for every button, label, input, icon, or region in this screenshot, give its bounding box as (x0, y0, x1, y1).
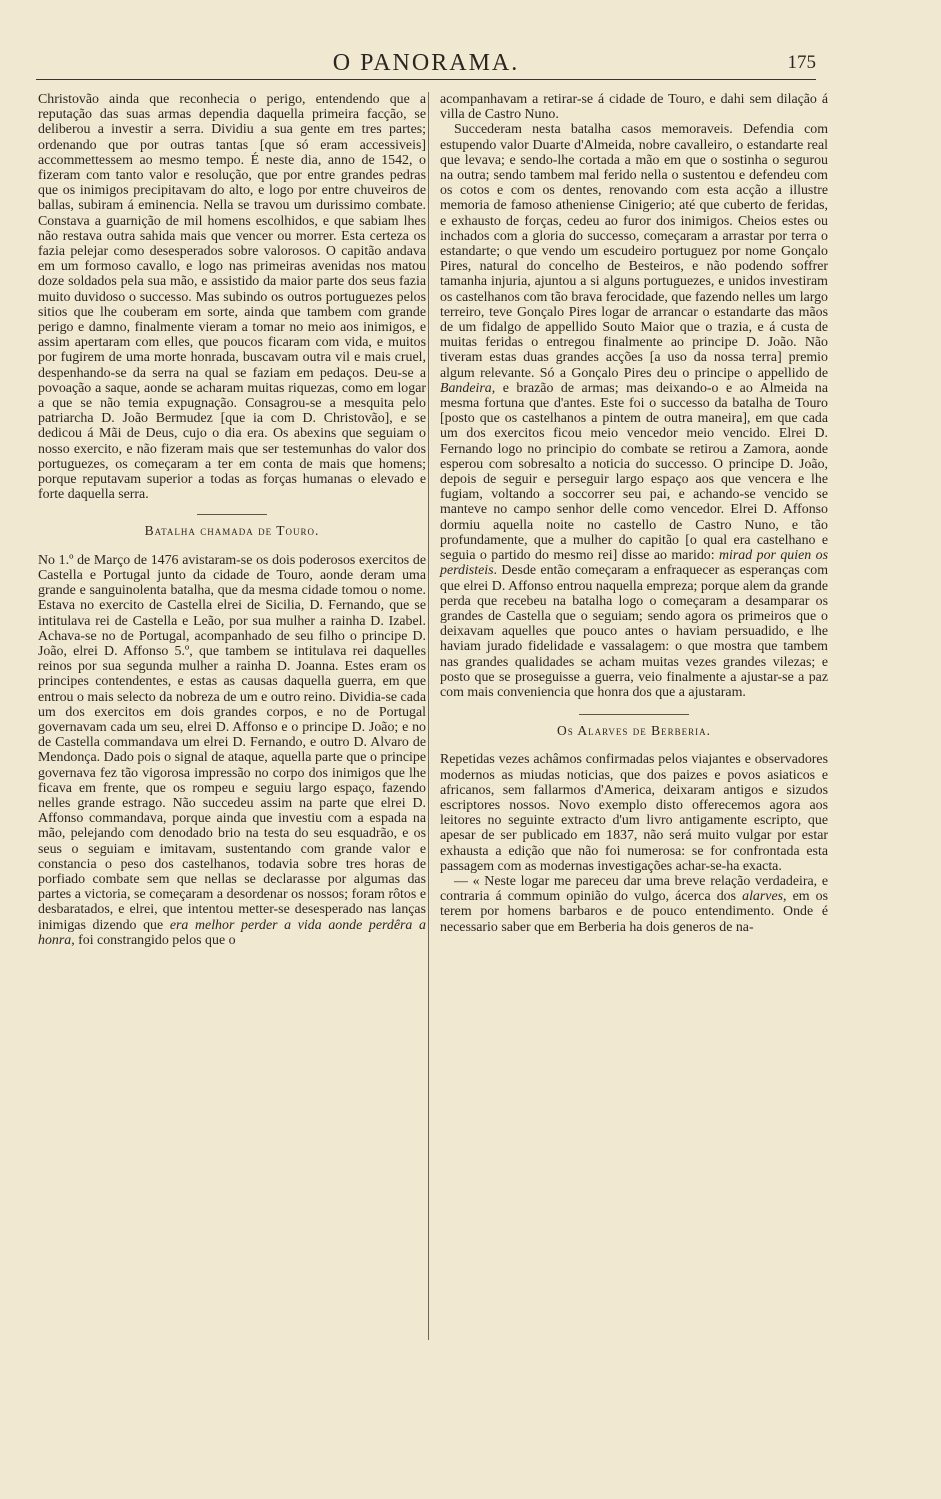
section-title: Batalha chamada de Touro. (144, 523, 320, 539)
masthead-rule (36, 79, 816, 80)
text-run: . Desde então começaram a enfraquecer as esperanças com que elrei D. Affonso entrou naquella empreza; porque alem da grande perda que recebeu na batalha logo o começaram a desamparar os grandes de Castella que o seguiam; sendo agora os primeiros que o deixavam aquelles que pouco antes o haviam persuadido, e lhe haviam jurado fidelidade e vassalagem: o que mostra que tambem nas grandes qualidades se acham muitas vezes grandes vilezas; e posto que se proseguisse a guerra, veio finalmente a ajustar-se a paz com mais conveniencia que honra dos que a ajustaram. (440, 563, 828, 700)
text-run: Succederam nesta batalha casos memoraveis. Defendia com estupendo valor Duarte d'Almeida, nobre cavalleiro, o estandarte real que levava; e sendo-lhe cortada a mão em que o sostinha o segurou na outra; sendo tambem mal ferido nella o sustentou e defendeu com os cotos e com os dentes, renovando com esta acção a illustre memoria de famoso atheniense Cinigerio; até que cuberto de feridas, e exhausto de forças, cedeu ao furor dos inimigos. Cheios estes ou inchados com a gloria do successo, começaram a arrastar por terra o estandarte; o que vendo um escudeiro portuguez por nome Gonçalo Pires, natural do concelho de Besteiros, e não podendo soffrer tamanha injuria, ajuntou a si alguns portuguezes, e unidos investiram os castelhanos com tão brava ferocidade, que fazendo nelles um largo terreiro, teve Gonçalo Pires logar de arrancar o estandarte das mãos de um fidalgo de appellido Souto Maior que o trazia, e á custa de muitas feridas o entregou finalmente ao principe D. João. Não tiveram estas duas grandes acções [a uso da nossa terra] premio algum relevante. Só a Gonçalo Pires deu o principe o appellido de (440, 122, 828, 381)
right-column (440, 92, 828, 935)
page-number: 175 (787, 52, 816, 73)
paragraph (440, 122, 828, 700)
italic-text: alarves (742, 889, 784, 905)
italic-text: Bandeira (440, 380, 492, 396)
paragraph: Repetidas vezes achâmos confirmadas pelos viajantes e observadores modernos as miudas noticias, que dos paizes e povos asiaticos e africanos, sem fallarmos d'America, deixaram antigos e sizudos escriptores nossos. Novo exemplo disto offerecemos agora aos leitores no seguinte extracto d'um livro antigamente escripto, que apesar de ser publicado em 1837, não será muito vulgar por estar exhausta a edição que não foi numerosa: se for confrontada esta passagem com as modernas investigações achar-se-ha exacta. (440, 752, 828, 874)
text-run: No 1.º de Março de 1476 avistaram-se os dois poderosos exercitos de Castella e Portugal junto da cidade de Touro, aonde deram uma grande e sanguinolenta batalha, que da mesma cidade tomou o nome. Estava no exercito de Castella elrei de Sicilia, D. Fernando, que se intitulava rei de Castella e Leão, por sua mulher a rainha D. Izabel. Achava-se no de Portugal, acompanhado de seu filho o principe D. João, elrei D. Affonso 5.º, que tambem se intitulava rei daquelles reinos por sua segunda mulher a rainha D. Joanna. Estes eram os principes contendentes, e estas as causas daquella guerra, em que entrou o mais selecto da nobreza de um e outro reino. Dividia-se cada um dos exercitos em dois grandes corpos, e no de Portugal governavam cada um seu, elrei D. Affonso e o principe D. João; e no de Castella commandava um elrei D. Fernando, e outro D. Alvaro de Mendonça. Dado pois o signal de ataque, aquella parte que o principe governava fez tão vigorosa impressão no corpo dos inimigos que lhe ficava em frente, que os rompeu e seguiu largo espaço, fazendo nelles grande estrago. Não succedeu assim na parte que elrei D. Affonso commandava, porque ainda que investiu com a espada na mão, pelejando com denodado brio na testa do seu esquadrão, e os seus o seguiam e imitavam, sustentando com grande valor e constancia o peso dos castelhanos, todavia sobre tres horas de porfiado combate sem que nellas se declarasse por algumas das partes a victoria, se começaram a desordenar os nossos; foram rôtos e desbaratados, e elrei, que intentou metter-se desesperado nas lanças inimigas dizendo que (38, 552, 426, 933)
masthead (36, 44, 816, 80)
section-divider (579, 714, 689, 715)
text-run: , foi constrangido pelos que o (71, 932, 236, 948)
text-run: , e brazão de armas; mas deixando-o e ao Almeida na mesma fortuna que d'antes. Este foi o successo da batalha de Touro [posto que os castelhanos a pintem de outra maneira], em que cada um dos exercitos ficou meio vencedor meio vencido. Elrei D. Fernando logo no principio do combate se retirou a Zamora, aonde esperou com sobresalto a noticia do successo. O principe D. João, depois de seguir e perseguir largo espaço aos que vencera e lhe fugiam, voltando a soccorrer seu pai, e achando-se vencido se manteve no campo senhor delle como vencedor. Elrei D. Affonso dormiu aquella noite no castello de Castro Nuno, e tão profundamente, que a mulher do capitão [o qual era castelhano e seguia o partido do mesmo rei] disse ao marido: (440, 380, 828, 564)
left-column (38, 92, 426, 948)
paragraph (38, 553, 426, 948)
italic-text: mirad por quien os perdisteis (440, 548, 828, 579)
paragraph (440, 874, 828, 935)
paragraph: Christovão ainda que reconhecia o perigo, entendendo que a reputação das suas armas dependia daquella primeira facção, se deliberou a investir a serra. Dividiu a sua gente em tres partes; ordenando que por outras tantas [que só eram accessiveis] accommettessem ao mesmo tempo. É neste dia, anno de 1542, o fizeram com tanto valor e resolução, que por entre grandes pedras que os inimigos precipitavam do alto, e logo por entre chuveiros de ballas, subiram á eminencia. Nella se travou um durissimo combate. Constava a guarnição de mil homens escolhidos, e que sabiam lhes não restava outra sahida mais que vencer ou morrer. Esta certeza os fazia pelejar como desesperados sobre valorosos. O capitão andava em um formoso cavallo, e logo nas primeiras avenidas nos matou doze soldados pela sua mão, e assistido da maior parte dos seus fazia muito duvidoso o successo. Mas subindo os outros portuguezes pelos sitios que lhe couberam em sorte, ainda que tambem com grande perigo e damno, finalmente vieram a tomar no meio aos inimigos, e assim apertaram com elles, que poucos ficaram com vida, e muitos por fugirem de uma morte honrada, buscavam outra vil e mais cruel, despenhando-se da serra na qual se faziam em pedaços. Deu-se a povoação a saque, aonde se acharam muitas riquezas, como em logar a que se não temia expugnação. Consagrou-se a mesquita pelo patriarcha D. João Bermudez [que ia com D. Christovão], e se dedicou á Mãi de Deus, cujo o dia era. Os abexins que seguiam o nosso exercito, e não fizeram mais que ser testemunhas do valor dos portuguezes, os começaram a ter em conta de mais que homens; porque reputavam superior a todas as forças humanas o elevado e forte daquella serra. (38, 92, 426, 503)
text-run: , em os terem por homens barbaros e de pouco entendimento. Onde é necessario saber que em Berberia ha dois generos de na- (440, 889, 828, 935)
section-title: Os Alarves de Berberia. (556, 723, 712, 739)
text-run: — « Neste logar me pareceu dar uma breve relação verdadeira, e contraria á commum opinião do vulgo, ácerca dos (440, 873, 828, 905)
section-divider (197, 514, 267, 515)
italic-text: era melhor perder a vida aonde perdêra a honra (38, 917, 426, 948)
page-title: O PANORAMA. (332, 50, 520, 76)
paragraph: acompanhavam a retirar-se á cidade de Touro, e dahi sem dilação á villa de Castro Nuno. (440, 92, 828, 123)
column-divider (428, 92, 429, 1340)
